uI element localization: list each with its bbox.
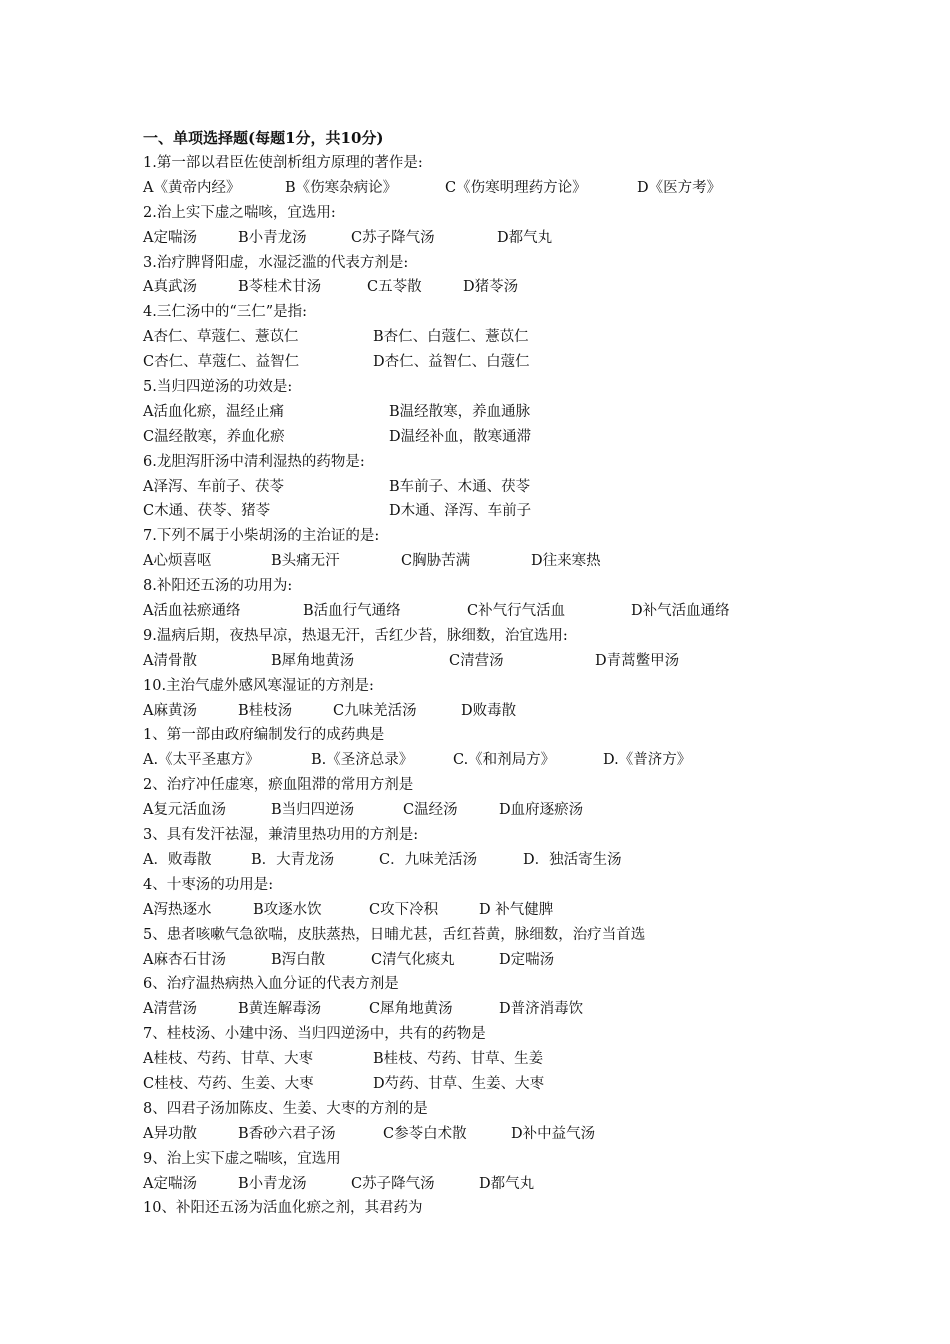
option-c: C温经散寒，养血化瘀 [143,428,285,445]
part1-question-9-options [143,649,923,674]
part2-question-6: 6、治疗温热病热入血分证的代表方剂是 [143,976,399,993]
option-b: B活血行气通络 [303,603,401,620]
option-b: B犀角地黄汤 [271,652,355,669]
option-b: B．大青龙汤 [251,851,335,868]
option-a: A心烦喜呕 [143,553,212,570]
option-b: B苓桂术甘汤 [238,279,322,296]
part2-question-8-options [143,1122,923,1147]
option-d: D都气丸 [479,1175,535,1192]
option-b: B头痛无汗 [271,553,340,570]
part1-question-6-options [143,475,923,500]
part1-question-5: 5.当归四逆汤的功效是: [143,379,293,396]
option-a: A杏仁、草蔻仁、薏苡仁 [143,329,299,346]
part1-question-2-options [143,226,923,251]
option-a: A清骨散 [143,652,197,669]
option-d: D.《普济方》 [603,752,692,769]
option-c: C温经汤 [403,802,458,819]
part1-question-6: 6.龙胆泻肝汤中清利湿热的药物是: [143,453,365,470]
option-a: A活血祛瘀通络 [143,603,241,620]
option-b: B车前子、木通、茯苓 [389,478,531,495]
part2-question-4-options [143,898,923,923]
option-d: D血府逐瘀汤 [499,802,584,819]
part1-question-4-options [143,350,923,375]
part1-question-3-options [143,275,923,300]
option-a: A.《太平圣惠方》 [143,752,260,769]
option-c: C攻下冷积 [369,901,439,918]
option-c: C参苓白术散 [383,1125,467,1142]
part2-question-2-options [143,798,923,823]
option-c: C补气行气活血 [467,603,566,620]
option-a: A泻热逐水 [143,901,212,918]
option-a: A定喘汤 [143,229,197,246]
option-d: D芍药、甘草、生姜、大枣 [373,1075,545,1092]
option-c: C苏子降气汤 [351,1175,435,1192]
option-d: D木通、泽泻、车前子 [389,503,532,520]
option-a: A麻黄汤 [143,702,197,719]
option-b: B小青龙汤 [238,229,307,246]
part2-question-3: 3、具有发汗祛湿，兼清里热功用的方剂是: [143,827,419,844]
part2-question-8: 8、四君子汤加陈皮、生姜、大枣的方剂的是 [143,1100,428,1117]
option-c: C．九味羌活汤 [379,851,478,868]
part2-question-4: 4、十枣汤的功用是: [143,876,274,893]
option-b: B《伤寒杂病论》 [285,179,398,196]
option-d: D往来寒热 [531,553,601,570]
part2-question-7-options [143,1072,923,1097]
part2-question-9-options [143,1172,923,1197]
option-b: B.《圣济总录》 [311,752,414,769]
part2-question-7: 7、桂枝汤、小建中汤、当归四逆汤中，共有的药物是 [143,1026,486,1043]
option-c: C苏子降气汤 [351,229,435,246]
option-b: B攻逐水饮 [253,901,322,918]
option-d: D．独活寄生汤 [523,851,622,868]
part1-question-8-options [143,599,923,624]
option-b: B桂枝汤 [238,702,293,719]
part2-question-9: 9、治上实下虚之喘咳，宜选用 [143,1150,341,1167]
part1-question-4: 4.三仁汤中的“三仁”是指: [143,304,308,321]
option-d: D青蒿鳖甲汤 [595,652,680,669]
option-a: A麻杏石甘汤 [143,951,226,968]
option-b: B杏仁、白蔻仁、薏苡仁 [373,329,529,346]
option-b: B泻白散 [271,951,326,968]
option-c: C.《和剂局方》 [453,752,556,769]
part2-question-3-options [143,848,923,873]
part2-question-7-options [143,1047,923,1072]
part2-question-5-options [143,948,923,973]
option-c: C《伤寒明理药方论》 [445,179,587,196]
option-c: C木通、茯苓、猪苓 [143,503,271,520]
part2-question-1: 1、第一部由政府编制发行的成药典是 [143,727,385,744]
part1-question-8: 8.补阳还五汤的功用为: [143,578,293,595]
option-d: D 补气健脾 [479,901,554,918]
option-b: B当归四逆汤 [271,802,355,819]
part1-question-5-options [143,400,923,425]
question-list [143,151,923,1221]
option-d: D猪苓汤 [463,279,519,296]
option-a: A异功散 [143,1125,197,1142]
option-d: D普济消毒饮 [499,1001,584,1018]
option-a: A《黄帝内经》 [143,179,241,196]
option-b: B桂枝、芍药、甘草、生姜 [373,1051,544,1068]
option-c: C清气化痰丸 [371,951,455,968]
option-c: C五苓散 [367,279,422,296]
option-d: D温经补血，散寒通滞 [389,428,532,445]
part1-question-1: 1.第一部以君臣佐使剖析组方原理的著作是: [143,155,423,171]
option-a: A复元活血汤 [143,802,226,819]
part1-question-10: 10.主治气虚外感风寒湿证的方剂是: [143,677,374,694]
option-d: D补气活血通络 [631,603,730,620]
part2-question-2: 2、治疗冲任虚寒，瘀血阻滞的常用方剂是 [143,777,414,794]
option-b: B香砂六君子汤 [238,1125,336,1142]
part1-question-7: 7.下列不属于小柴胡汤的主治证的是: [143,528,380,545]
option-a: A活血化瘀，温经止痛 [143,403,284,420]
option-a: A定喘汤 [143,1175,197,1192]
option-d: D败毒散 [461,702,517,719]
document-page [143,126,923,1221]
part1-question-3: 3.治疗脾肾阳虚，水湿泛滥的代表方剂是: [143,254,409,271]
part1-question-6-options [143,499,923,524]
option-a: A桂枝、芍药、甘草、大枣 [143,1051,313,1068]
option-d: D杏仁、益智仁、白蔻仁 [373,354,530,371]
option-a: A真武汤 [143,279,197,296]
part1-question-1-options [143,176,923,201]
option-d: D都气丸 [497,229,553,246]
part1-question-10-options [143,699,923,724]
option-b: B温经散寒，养血通脉 [389,403,531,420]
option-c: C九味羌活汤 [333,702,417,719]
option-d: D《医方考》 [637,179,722,196]
part2-question-5: 5、患者咳嗽气急欲喘，皮肤蒸热，日晡尤甚，舌红苔黄，脉细数，治疗当首选 [143,926,646,943]
option-a: A．败毒散 [143,851,212,868]
part1-question-9: 9.温病后期，夜热早凉，热退无汗，舌红少苔，脉细数，治宜选用: [143,627,568,644]
option-a: A清营汤 [143,1001,197,1018]
option-b: B小青龙汤 [238,1175,307,1192]
part1-question-7-options [143,549,923,574]
option-c: C桂枝、芍药、生姜、大枣 [143,1075,314,1092]
option-b: B黄连解毒汤 [238,1001,322,1018]
part2-question-6-options [143,997,923,1022]
option-c: C犀角地黄汤 [369,1001,453,1018]
part2-question-10: 10、补阳还五汤为活血化瘀之剂，其君药为 [143,1200,423,1217]
part1-question-5-options [143,425,923,450]
option-d: D定喘汤 [499,951,555,968]
part1-question-4-options [143,325,923,350]
option-d: D补中益气汤 [511,1125,596,1142]
option-a: A泽泻、车前子、茯苓 [143,478,284,495]
part1-question-2: 2.治上实下虚之喘咳，宜选用: [143,204,336,221]
part2-question-1-options [143,748,923,773]
option-c: C清营汤 [449,652,504,669]
option-c: C胸胁苦满 [401,553,471,570]
option-c: C杏仁、草蔻仁、益智仁 [143,354,300,371]
section-title: 一、单项选择题(每题1分，共10分) [143,129,384,147]
